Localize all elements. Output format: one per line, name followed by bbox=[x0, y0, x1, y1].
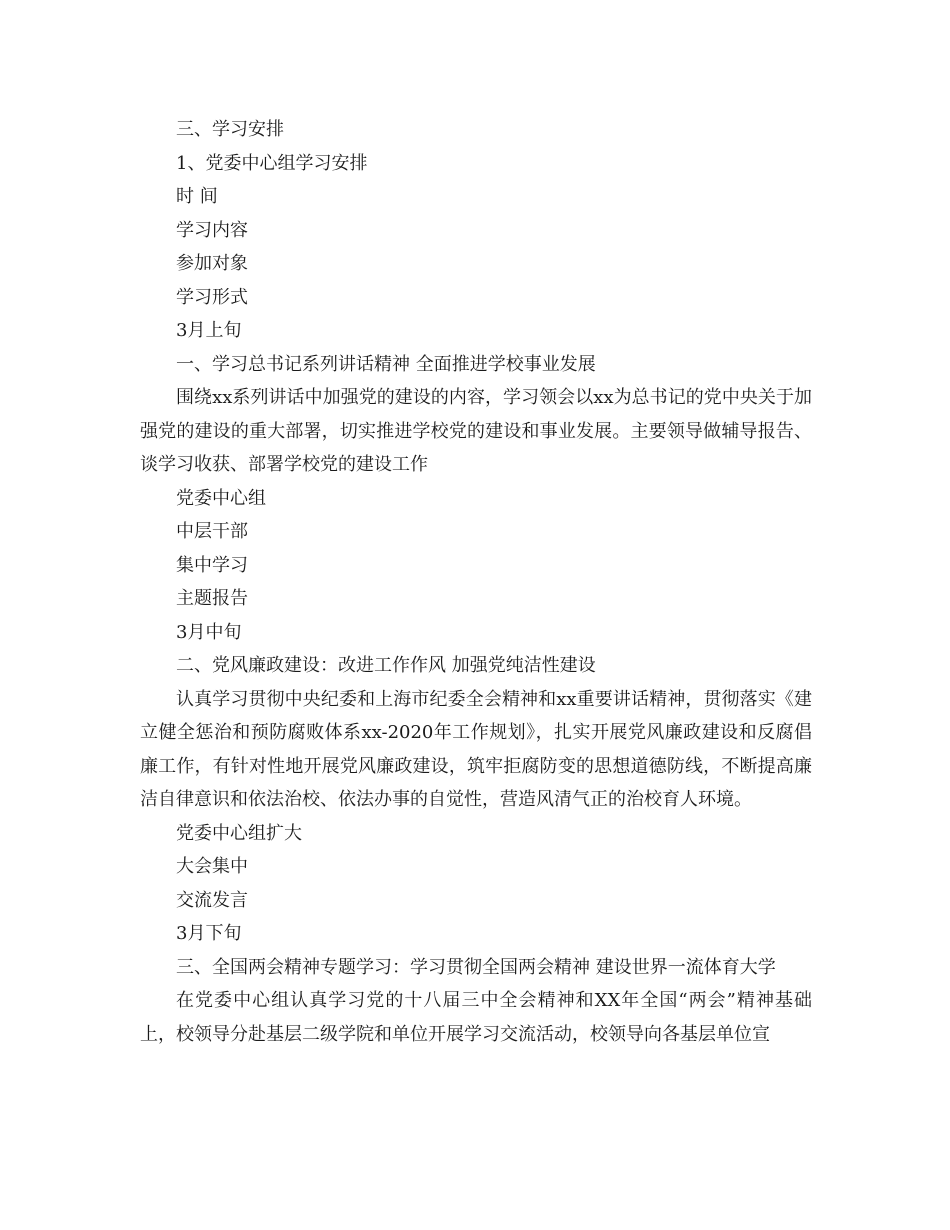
column-label-time: 时 间 bbox=[176, 186, 218, 207]
schedule-format: 集中学习 bbox=[176, 554, 248, 576]
schedule-participants: 党委中心组扩大 bbox=[176, 822, 302, 844]
schedule-time: 3月中旬 bbox=[176, 621, 242, 643]
schedule-topic: 二、党风廉政建设：改进工作作风 加强党纯洁性建设 bbox=[176, 655, 596, 676]
schedule-format: 主题报告 bbox=[176, 588, 248, 609]
schedule-topic: 一、学习总书记系列讲话精神 全面推进学校事业发展 bbox=[176, 353, 596, 375]
schedule-description: 在党委中心组认真学习党的十八届三中全会精神和XX年全国“两会”精神基础上，校领导分赴基层二级学院和单位开展学习交流活动，校领导向各基层单位宣 bbox=[140, 990, 812, 1045]
schedule-time: 3月下旬 bbox=[176, 923, 242, 944]
column-label-participants: 参加对象 bbox=[176, 253, 248, 274]
section-heading: 三、学习安排 bbox=[176, 119, 284, 140]
schedule-description: 认真学习贯彻中央纪委和上海市纪委全会精神和xx重要讲话精神，贯彻落实《建立健全惩治和预防腐败体系xx-2020年工作规划》，扎实开展党风廉政建设和反腐倡廉工作，有针对性地开展党风廉政建设，筑牢拒腐防变的思想道德防线，不断提高廉洁自律意识和依法治校、依法办事的自觉性，营造风清气正的治校育人环境。 bbox=[140, 688, 812, 810]
schedule-time: 3月上旬 bbox=[176, 320, 242, 341]
schedule-format: 交流发言 bbox=[176, 889, 248, 911]
schedule-participants: 中层干部 bbox=[176, 521, 248, 542]
schedule-description: 围绕xx系列讲话中加强党的建设的内容，学习领会以xx为总书记的党中央关于加强党的建设的重大部署，切实推进学校党的建设和事业发展。主要领导做辅导报告、谈学习收获、部署学校党的建设工作 bbox=[140, 387, 812, 475]
schedule-participants: 党委中心组 bbox=[176, 487, 266, 509]
schedule-format: 大会集中 bbox=[176, 856, 248, 877]
schedule-topic: 三、全国两会精神专题学习：学习贯彻全国两会精神 建设世界一流体育大学 bbox=[176, 956, 776, 978]
subsection-heading: 1、党委中心组学习安排 bbox=[176, 152, 368, 174]
column-label-format: 学习形式 bbox=[176, 286, 248, 308]
document-body bbox=[140, 113, 812, 1051]
column-label-content: 学习内容 bbox=[176, 219, 248, 241]
